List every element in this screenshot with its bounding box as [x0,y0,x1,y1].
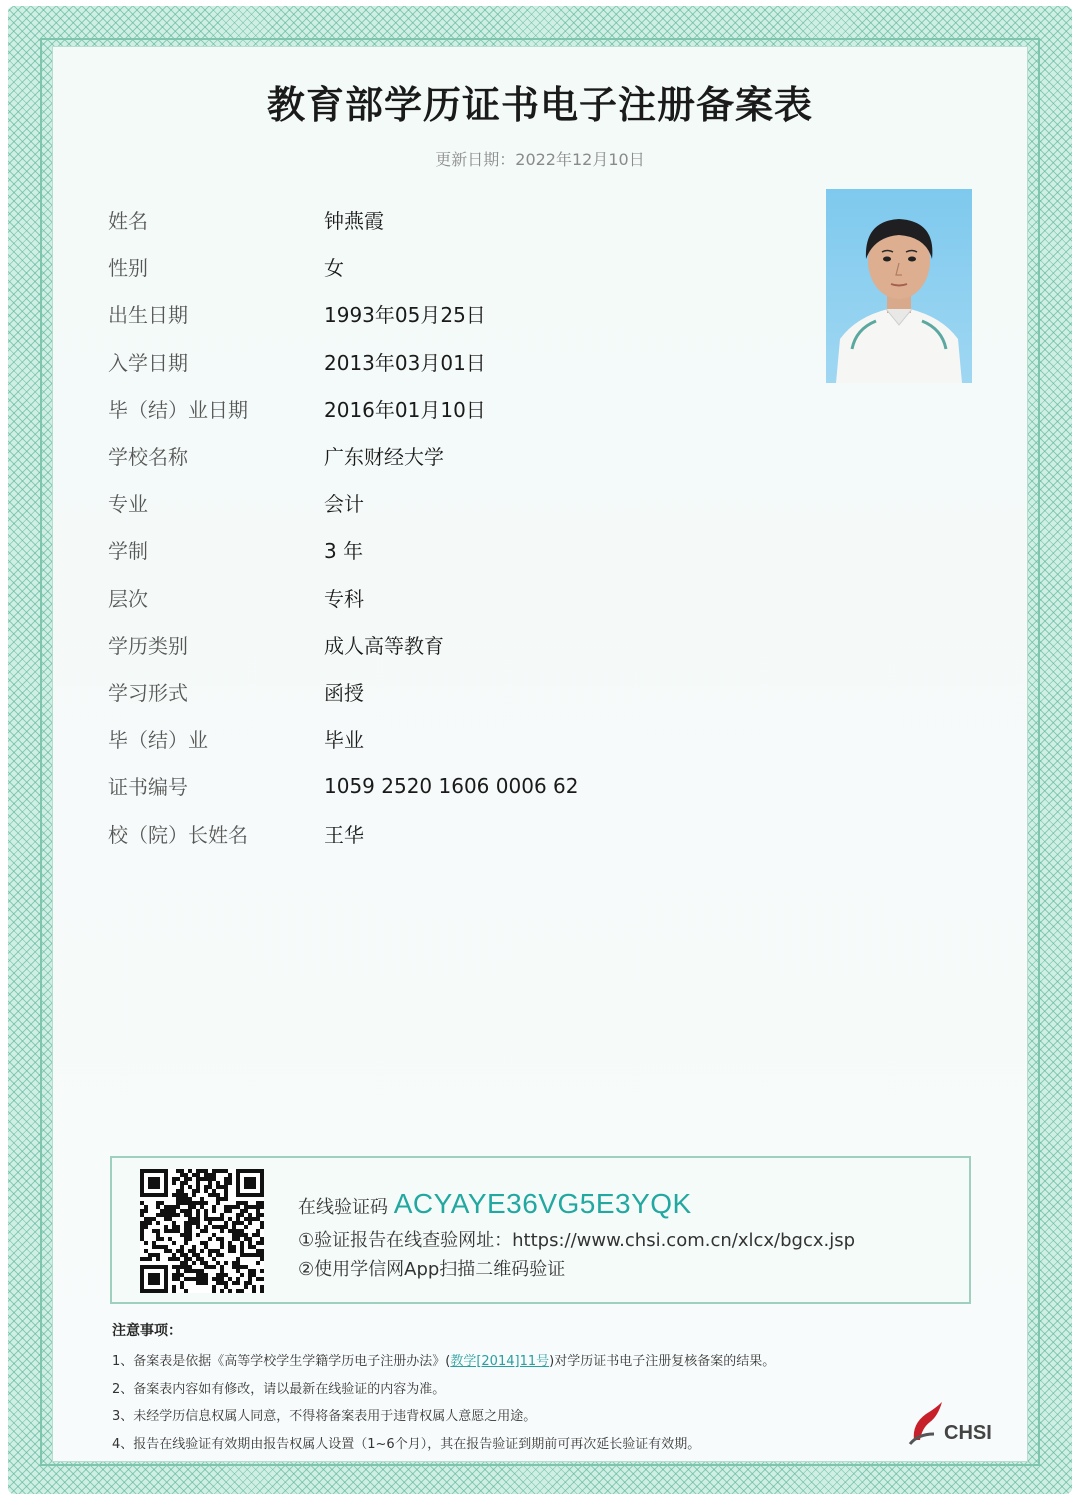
note-item-1 [112,1350,912,1378]
field-value: 会计 [324,492,364,517]
chsi-logo-text: CHSI [944,1422,992,1444]
field-value: 钟燕霞 [324,209,384,234]
field-label: 性别 [108,256,148,281]
field-label: 学制 [108,539,148,564]
notes-title: 注意事项： [112,1323,182,1339]
field-row-name [108,196,808,243]
note-text: )对学历证书电子注册复核备案的结果。 [549,1354,776,1369]
field-label: 专业 [108,492,148,517]
field-label: 学历类别 [108,633,188,658]
field-row-duration [108,526,808,573]
field-value: 3 年 [324,539,364,564]
field-label: 证书编号 [108,775,188,800]
field-row-president-name [108,809,808,856]
field-row-certificate-number [108,762,808,809]
update-date: 更新日期：2022年12月10日 [435,150,645,169]
qr-code[interactable] [140,1169,264,1293]
note-item-3: 3、未经学历信息权属人同意，不得将备案表用于违背权属人意愿之用途。 [112,1409,537,1424]
verification-box [110,1156,971,1304]
field-value: 广东财经大学 [324,445,444,470]
verification-code-label: 在线验证码 [298,1197,388,1218]
field-row-level [108,574,808,621]
field-value: 女 [324,256,344,281]
verification-code: ACYAYE36VG5E3YQK [393,1188,692,1219]
field-value: 王华 [324,822,364,847]
chsi-logo [908,1400,998,1450]
chsi-logo-icon [908,1400,948,1446]
verification-app-line: ②使用学信网App扫描二维码验证 [298,1259,566,1280]
field-row-gender [108,243,808,290]
note-text: 1、备案表是依据《高等学校学生学籍学历电子注册办法》( [112,1354,451,1369]
note-item-4: 4、报告在线验证有效期由报告权属人设置（1~6个月），其在报告验证到期前可再次延长验证有效期。 [112,1436,701,1452]
field-label: 校（院）长姓名 [108,822,248,847]
field-value: 2016年01月10日 [324,397,486,422]
verification-url-line[interactable]: ①验证报告在线查验网址：https://www.chsi.com.cn/xlcx/bgcx.jsp [298,1230,856,1251]
field-label: 入学日期 [108,350,188,375]
field-value: 专科 [324,586,364,611]
field-label: 学校名称 [108,445,188,470]
field-label: 毕（结）业日期 [108,397,248,422]
field-label: 层次 [108,586,148,611]
field-label: 毕（结）业 [108,728,208,753]
regulation-link[interactable]: 教学[2014]11号 [450,1354,550,1369]
field-row-graduation-date [108,385,808,432]
field-row-school [108,432,808,479]
field-value: 2013年03月01日 [324,350,486,375]
field-value: 1059 2520 1606 0006 62 [324,773,579,798]
document-title: 教育部学历证书电子注册备案表 [266,83,813,127]
field-label: 学习形式 [108,680,188,705]
notes-section [112,1320,912,1460]
info-table [108,196,808,857]
field-row-enroll-date [108,338,808,385]
note-item-2: 2、备案表内容如有修改，请以最新在线验证的内容为准。 [112,1381,446,1397]
verification-code-line [298,1188,692,1220]
field-row-education-type [108,621,808,668]
student-photo [826,189,972,383]
field-value: 1993年05月25日 [324,303,486,328]
field-value: 成人高等教育 [324,633,444,658]
field-value: 函授 [324,680,364,705]
field-value: 毕业 [324,728,364,753]
field-row-graduation-status [108,715,808,762]
field-label: 姓名 [108,209,148,234]
field-label: 出生日期 [108,303,188,328]
field-row-study-form [108,668,808,715]
field-row-birth-date [108,290,808,337]
field-row-major [108,479,808,526]
